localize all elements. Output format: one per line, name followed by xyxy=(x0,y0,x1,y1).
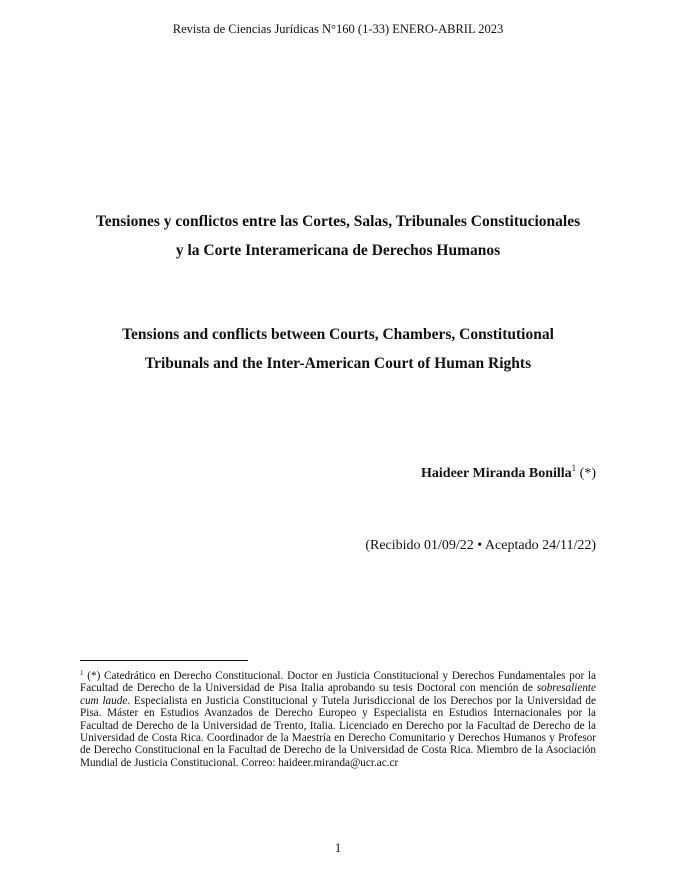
footnote-separator xyxy=(80,660,248,661)
title-english-line-2: Tribunals and the Inter-American Court of Human Rights xyxy=(144,355,532,372)
title-spanish-line-2: y la Corte Interamericana de Derechos Humanos xyxy=(175,242,501,259)
author-footnote-ref[interactable]: 1 xyxy=(571,463,577,473)
author-name: Haideer Miranda Bonilla xyxy=(421,466,572,481)
footnote-number: 1 xyxy=(80,669,84,677)
footnote xyxy=(80,667,596,769)
running-header: Revista de Ciencias Jurídicas N°160 (1-33) ENERO-ABRIL 2023 xyxy=(172,22,504,36)
author-email-link[interactable]: haideer.miranda@ucr.ac.cr xyxy=(278,756,399,769)
title-spanish xyxy=(60,207,616,265)
page-number: 1 xyxy=(334,840,342,855)
footnote-text-b: . Especialista en Justicia Constitucional y Tutela Jurisdiccional de los Derechos por la Universidad de Pisa. Máster en Estudios Avanzados de Derecho Europeo y Especialista en Estudios Internacionales por la Facultad de Derecho de la Universidad de Trento, Italia. Licenciado en Derecho por la Facultad de Derecho de la Universidad de Costa Rica. Coordinador de la Maestría en Derecho Comunitario y Derechos Humanos y Profesor de Derecho Constitucional en la Facultad de Derecho de la Universidad de Costa Rica. Miembro de la Asociación Mundial de Justicia Constitucional. Correo: xyxy=(80,694,596,769)
title-english xyxy=(60,320,616,378)
title-spanish-line-1: Tensiones y conflictos entre las Cortes, Salas, Tribunales Constitucionales xyxy=(95,213,581,230)
footnote-text-a: (*) Catedrático en Derecho Constitucional. Doctor en Justicia Constitucional y Derechos Fundamentales por la Facultad de Derecho de la Universidad de Pisa Italia aprobando su tesis Doctoral con mención de xyxy=(80,670,597,695)
received-accepted-dates: (Recibido 01/09/22 • Aceptado 24/11/22) xyxy=(365,538,596,553)
author-marker: (*) xyxy=(579,466,596,481)
title-english-line-1: Tensions and conflicts between Courts, Chambers, Constitutional xyxy=(122,326,554,343)
footnote-italic: sobresaliente cum laude xyxy=(80,682,596,707)
author-line xyxy=(421,463,596,482)
